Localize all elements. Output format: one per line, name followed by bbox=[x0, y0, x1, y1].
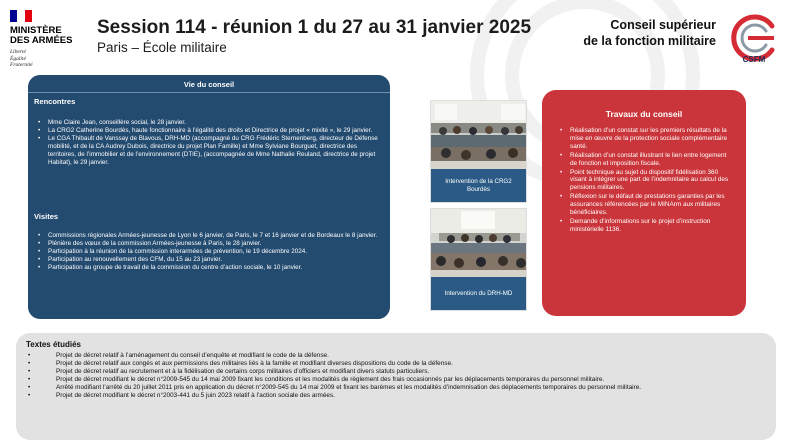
list-item: • Réalisation d’un constat sur les premiers résultats de la mise en œuvre de la protection sociale complémentaire santé. bbox=[564, 127, 734, 151]
list-item: • Projet de décret relatif aux congés et aux permissions des militaires liés à la famille et modifiant diverses dispositions du code de la défense. bbox=[26, 360, 762, 368]
organization-name-line: Conseil supérieur bbox=[610, 18, 716, 32]
visites-title: Visites bbox=[34, 212, 59, 221]
panel-divider bbox=[28, 92, 390, 93]
motto-line: Égalité bbox=[10, 55, 26, 62]
travaux-du-conseil-panel bbox=[542, 90, 746, 316]
flag-red-band bbox=[25, 10, 32, 22]
list-item: • Réflexion sur le défaut de prestations garanties par les assurances référencées par le MINArm aux militaires bénéficiaires. bbox=[564, 193, 734, 217]
travaux-list bbox=[564, 127, 734, 235]
vie-du-conseil-panel bbox=[28, 75, 390, 319]
meeting-room-image bbox=[431, 101, 526, 169]
french-flag-icon bbox=[10, 10, 32, 22]
list-item: • Participation au groupe de travail de la commission du centre d’action sociale, le 10 janvier. bbox=[36, 264, 382, 272]
organization-name-line: de la fonction militaire bbox=[583, 34, 716, 48]
page-title: Session 114 - réunion 1 du 27 au 31 janvier 2025 bbox=[97, 17, 532, 38]
list-item: • Participation au renouvellement des CFM, du 15 au 23 janvier. bbox=[36, 256, 382, 264]
photo-intervention-drh-md bbox=[430, 208, 527, 311]
list-item: • Participation à la réunion de la commission interarmées de prévention, le 19 décembre 2024. bbox=[36, 248, 382, 256]
ministry-name bbox=[10, 26, 90, 46]
list-item: • Point technique au sujet du dispositif fidélisation 360 visant à intégrer une part de l’indemnitaire au calcul des pensions militaires. bbox=[564, 169, 734, 193]
ministry-name-line: DES ARMÉES bbox=[10, 35, 73, 46]
list-item: • Arrêté modifiant l’arrêté du 20 juillet 2011 pris en application du décret n°2009-545 du 14 mai 2009 et fixant les barèmes et les modalités d’indemnisation des déplacements temporaires du personnel militaire. bbox=[26, 384, 762, 392]
list-item: • Projet de décret relatif au recrutement et à la fidélisation de certains corps militaires d’officiers et modifiant divers statuts particuliers. bbox=[26, 368, 762, 376]
list-item: • Commissions régionales Armées-jeunesse de Lyon le 6 janvier, de Paris, le 7 et 16 janvier et de Bordeaux le 8 janvier. bbox=[36, 232, 382, 240]
republic-motto bbox=[10, 49, 90, 69]
list-item: • Plénière des vœux de la commission Armées-jeunesse à Paris, le 28 janvier. bbox=[36, 240, 382, 248]
list-item: • Projet de décret modifiant le décret n°2009-545 du 14 mai 2009 fixant les conditions et les modalités de règlement des frais occasionnés par les déplacements temporaires du personnel militaire. bbox=[26, 376, 762, 384]
photo-caption: Intervention du DRH-MD bbox=[431, 277, 526, 310]
meeting-photo-image bbox=[431, 101, 526, 169]
ministry-logo bbox=[10, 10, 90, 69]
list-item: • Mme Claire Jean, conseillère social, le 28 janvier. bbox=[36, 119, 382, 127]
travaux-du-conseil-title: Travaux du conseil bbox=[605, 109, 683, 119]
motto-line: Fraternité bbox=[10, 62, 33, 68]
list-item: • Le CGA Thibault de Vanssay de Blavous, DRH-MD (accompagné du CRG Frédéric Sternenberg, directeur de Défense mobilité, et de la CA Audrey Dubois, directrice du projet Plan Famille) et Mme Sylviane Bourguet, directrice des territoires, de l’immobilier et de l’environnement (DTIE), (accompagnée de Mme Nathalie Reuland, directrice de projet Habitat), le 29 janvier. bbox=[36, 135, 382, 167]
textes-list bbox=[26, 352, 762, 400]
meeting-room-image bbox=[431, 209, 526, 277]
visites-list bbox=[36, 232, 382, 272]
motto-line: Liberté bbox=[10, 49, 26, 55]
meeting-photo-image bbox=[431, 209, 526, 277]
photo-caption: Intervention de la CRG2 Bourdès bbox=[431, 169, 526, 202]
textes-etudies-panel bbox=[16, 333, 776, 440]
list-item: • Demande d’informations sur le projet d’instruction ministérielle 1136. bbox=[564, 218, 734, 234]
flag-blue-band bbox=[10, 10, 17, 22]
csfm-logo-text: CSFM bbox=[742, 55, 766, 64]
csfm-logo-icon bbox=[728, 12, 780, 64]
list-item: • Réalisation d’un constat illustrant le lien entre logement de fonction et imposition fiscale. bbox=[564, 152, 734, 168]
photo-intervention-bourdes bbox=[430, 100, 527, 203]
rencontres-list bbox=[36, 119, 382, 167]
list-item: • Projet de décret relatif à l’aménagement du conseil d’enquête et modifiant le code de la défense. bbox=[26, 352, 762, 360]
page-subtitle: Paris – École militaire bbox=[97, 40, 227, 55]
flag-white-band bbox=[17, 10, 24, 22]
rencontres-title: Rencontres bbox=[34, 97, 76, 106]
ministry-name-line: MINISTÈRE bbox=[10, 25, 62, 36]
organization-name bbox=[583, 17, 716, 49]
list-item: • Projet de décret modifiant le décret n°2003-441 du 5 juin 2023 relatif à l’action sociale des armées. bbox=[26, 392, 762, 400]
vie-du-conseil-title: Vie du conseil bbox=[183, 80, 235, 89]
list-item: • La CRG2 Catherine Bourdès, haute fonctionnaire à l’égalité des droits et Directrice de projet « mixité », le 29 janvier. bbox=[36, 127, 382, 135]
textes-etudies-title: Textes étudiés bbox=[26, 340, 81, 349]
